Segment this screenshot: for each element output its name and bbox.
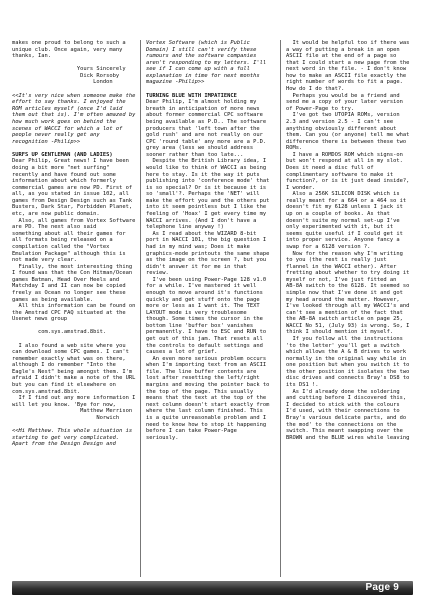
text-line: seems quite useful if I could get it	[286, 230, 403, 237]
text-line: rumours and the software companies	[146, 53, 257, 60]
text-line: AB-8A switch to the 6128. It seemed so	[286, 283, 410, 290]
text-line: file. The line buffer contents are	[146, 368, 257, 375]
text-line: It would be helpful too if there was	[286, 40, 410, 46]
text-line: can download some CPC games. I can't	[12, 349, 129, 356]
text-line: simple now that I've done it and got	[286, 289, 403, 296]
text-line: the controls to default settings and	[146, 342, 263, 349]
text-line: WACCI No 51, (July 93) is wrong. So, I	[286, 322, 410, 329]
text-line: my head around the matter. However,	[286, 296, 400, 303]
text-line: 2.3 and version 2.5 - I can't see	[286, 118, 394, 125]
text-line: how to make an ASCII file exactly the	[286, 72, 407, 79]
text-line: normally in the original way while in	[286, 355, 407, 362]
text-line: are PD. The next also said	[12, 224, 97, 231]
text-line: them out that is). I'm often amazed by	[12, 112, 136, 119]
text-line: bottom line 'buffer box' vanishes	[146, 322, 254, 329]
text-line: If you follow all the instructions	[286, 336, 403, 343]
text-line: something about all their games for	[12, 230, 126, 237]
text-line: All this information can be found on	[12, 303, 136, 310]
text-line: fretting about whether to try doing it	[286, 270, 410, 277]
text-line: will let you know. 'Bye for now,	[12, 401, 116, 408]
text-line: freely as Ocean no longer see these	[12, 289, 126, 296]
text-line: not made very clear.	[12, 257, 77, 264]
text-line: remember exactly what was on there,	[12, 355, 126, 362]
text-line: Usenet news group	[12, 316, 68, 323]
text-line: If I find out any more information I	[12, 395, 136, 402]
text-line: being available as P.D.. The software	[146, 118, 267, 125]
text-line: function?, or is it just dead inside?,	[286, 178, 410, 185]
text-line: the top of the page. This usually	[146, 388, 254, 395]
text-line: Domain) I still can't verify these	[146, 46, 257, 53]
text-line: is so special? Or is it because it is	[146, 184, 267, 191]
text-line: Matchday I and II can now be copied	[12, 283, 126, 290]
text-line: games from Design Design such as Tank	[12, 197, 133, 204]
text-line	[12, 422, 134, 429]
text-line: CPC 'round table' any more are a P.D.	[146, 138, 267, 145]
text-line: London	[12, 79, 113, 86]
text-line: recognition -Philip>>	[12, 138, 81, 145]
text-line: Despite the British Library idea, I	[146, 158, 267, 165]
text-line: I have a ROMDOS ROM which signs-on	[286, 151, 403, 158]
text-line: into proper service. Anyone fancy a	[286, 237, 400, 244]
text-line: a way of putting a break in an open	[286, 46, 400, 53]
text-line: anything obviously different about	[286, 125, 397, 132]
text-line: one position but when you switch it to	[286, 362, 410, 369]
text-line: see if I can come up with a full	[146, 66, 250, 73]
text-line: port in WACCI 101, the big question I	[146, 237, 267, 244]
text-line: Dick Rorsoby	[12, 72, 120, 79]
text-line: permanently. I have to ESC and RUN to	[146, 329, 267, 336]
text-line: lost after resetting the left/right	[146, 375, 260, 382]
text-line: 'to the letter' you'll get a switch	[286, 342, 400, 349]
text-line	[12, 323, 134, 330]
text-line	[12, 336, 134, 343]
text-line: As I'd already done the soldering	[286, 388, 400, 395]
text-line: Matthew Merrison	[12, 408, 133, 415]
text-line: about former commercial CPC software	[146, 112, 263, 119]
text-line: I also found a web site where you	[12, 342, 126, 349]
text-line: all, as you stated in issue 102, all	[12, 191, 129, 198]
text-line: Finally, the most interesting thing	[12, 263, 133, 270]
text-line: telephone line anyway !)	[146, 224, 224, 231]
text-line: Perhaps you would be a friend and	[286, 92, 400, 99]
text-line	[12, 145, 134, 152]
text-line: magazine -Philip>>	[146, 79, 205, 86]
page-footer	[0, 577, 425, 600]
text-line: makes one proud to belong to such a	[12, 40, 126, 46]
text-line: Vortex Software (which is Public	[146, 40, 250, 46]
text-line: games Batman, Head Over Heels and	[12, 276, 120, 283]
text-line: aren't responding to my letters. I'll	[146, 59, 267, 66]
text-line: didn't answer it for me in that	[146, 263, 247, 270]
text-line: com.sys.amstrad.8bit.	[12, 388, 81, 395]
text-line: doesn't suite my normal set-up I've	[286, 217, 400, 224]
text-line: more or less as I want it. The TEXT	[146, 303, 260, 310]
text-line: enough to move around it's functions	[146, 289, 263, 296]
text-line: but you can find it elsewhere on	[12, 382, 116, 389]
text-line: doing a bit more "net surfing"	[12, 164, 110, 171]
text-line: that I could start a new page from the	[286, 59, 410, 66]
text-line: breath in anticipation of more news	[146, 105, 260, 112]
text-line: really meant for a 664 or a 464 so it	[286, 197, 407, 204]
page-number: Page 9	[365, 582, 399, 593]
text-line: Does it need a disc full of	[286, 164, 374, 171]
text-line: flannel in the WACCI ether). After	[286, 263, 397, 270]
text-line: though. Some times the cursor in the	[146, 316, 263, 323]
text-line: graphics-mode printouts the same shape	[146, 250, 270, 257]
text-line: when I'm importing text from an ASCII	[146, 362, 267, 369]
text-line: gold rush' and are not really on our	[146, 132, 263, 139]
text-line: publishing into 'conference mode' that	[146, 178, 270, 185]
column-divider	[280, 40, 281, 578]
text-line: people never really get any	[12, 132, 100, 139]
text-line: How do I do that?.	[286, 86, 345, 93]
text-line: difference there is between these two	[286, 138, 407, 145]
text-line: Busters, Dark Star, Forbidden Planet,	[12, 204, 133, 211]
text-line: complimentary software to make it	[286, 171, 394, 178]
text-line: all formats being released on a	[12, 237, 113, 244]
text-line: means that the text at the top of the	[146, 395, 267, 402]
text-line: the other position it isolates the two	[286, 368, 410, 375]
text-line: for a while. I've mastered it well	[146, 283, 257, 290]
text-line: recently and have found out some	[12, 171, 116, 178]
text-line: TURNING BLUE WITH IMPATIENCE	[146, 92, 237, 99]
text-line: Also, all games from Vortex Software	[12, 217, 136, 224]
text-line: I decided to stick with the colours	[286, 401, 400, 408]
footer-bar	[12, 581, 413, 595]
text-line: doesn't fit my 6128 unless I jack it	[286, 204, 403, 211]
text-line: swap for a 6128 version ?.	[286, 243, 371, 250]
text-line: ROMs.	[286, 145, 303, 152]
text-line: Dear Philip, Great news! I have been	[12, 158, 129, 165]
text-line: grey area (less we should address	[146, 145, 254, 152]
text-line	[12, 86, 134, 93]
text-line: although I do remember "Into the	[12, 362, 116, 369]
text-line: review.	[146, 270, 169, 277]
text-line: the Amstrad CPC FAQ situated at the	[12, 309, 126, 316]
text-line: how much work goes on behind the	[12, 118, 116, 125]
text-line: of Power-Page to try.	[286, 105, 355, 112]
text-line: its DS1 !.	[286, 382, 319, 389]
text-line: <<It's very nice when someone make the	[12, 92, 136, 99]
text-line: Dear Philip, I'm almost holding my	[146, 99, 257, 106]
text-line: up on a couple of books. As that	[286, 211, 390, 218]
column-divider	[140, 40, 141, 578]
text-line: thanks, Ian.	[12, 53, 51, 60]
text-line: effort to say thanks. I enjoyed the	[12, 99, 126, 106]
text-line: Norwich	[12, 414, 120, 421]
text-line: switch. This meant swapping over the	[286, 428, 403, 435]
text-line: etc, are now public domain.	[12, 211, 100, 218]
text-line: so 'small'?. Perhaps the 'NET' will	[146, 191, 260, 198]
text-line: I'd used, with their connections to	[286, 408, 400, 415]
text-line: information about which formerly	[12, 178, 116, 185]
text-line: only experimented with it, but it	[286, 224, 394, 231]
text-line: causes a lot of grief.	[146, 349, 218, 356]
text-line: I've got two UTOPIA ROMs, version	[286, 112, 400, 119]
text-line: games as being available.	[12, 296, 94, 303]
text-line: the mod' to the connections on the	[286, 421, 397, 428]
text-line: afraid I didn't make a note of the URL	[12, 375, 136, 382]
text-line: Now for the reason why I'm writing	[286, 250, 403, 257]
text-line: quickly and get stuff onto the page	[146, 296, 260, 303]
text-line: to you (the rest is really just	[286, 257, 387, 264]
text-line: I wonder.	[286, 184, 316, 191]
text-column-1	[12, 40, 134, 448]
text-line: would like to think of WACCI as being	[146, 164, 267, 171]
text-line: producers that 'left town after the	[146, 125, 260, 132]
text-line	[12, 60, 134, 67]
text-line: before I can take Power-Page	[146, 428, 237, 435]
text-line: here to stay. Is it the way it puts	[146, 171, 260, 178]
text-line: <<Hi Matthew. This whole situation is	[12, 428, 133, 435]
text-line: scenes of WACCI for which a lot of	[12, 125, 123, 132]
text-line: feeling of 'Hoax' I get every time my	[146, 211, 267, 218]
text-line: need to know how to stop it happening	[146, 421, 267, 428]
text-line: next column doesn't start exactly from	[146, 401, 270, 408]
text-line: Emulation Package" although this is	[12, 250, 126, 257]
text-line: seriously.	[146, 434, 179, 441]
text-line: send me a copy of your later version	[286, 99, 403, 106]
text-line: ASCII file at the end of a page so	[286, 53, 397, 60]
text-line: them. Can you (or anyone) tell me what	[286, 132, 410, 139]
text-line: I've looked through all my WACCI's and	[286, 303, 410, 310]
text-line: Eagle's Nest" being amongst them. I'm	[12, 368, 133, 375]
text-line: I've been using Power-Page 128 v1.0	[146, 276, 267, 283]
text-line: get out of this jam. That resets all	[146, 336, 263, 343]
text-line	[146, 86, 273, 93]
text-line: the AB-8A switch article on page 25,	[286, 316, 403, 323]
text-line: can't see a mention of the fact that	[286, 309, 403, 316]
text-line: explanation in time for next months	[146, 72, 260, 79]
text-line: BROWN and the BLUE wires while leaving	[286, 434, 410, 441]
text-line: ROM articles myself (once I'd laid	[12, 105, 123, 112]
text-line: sooner rather than too late...	[146, 151, 244, 158]
text-column-2	[146, 40, 273, 441]
text-line: which allows the A & B drives to work	[286, 349, 407, 356]
text-line: Yours Sincerely	[12, 66, 126, 73]
text-line: SURFS UP GENTLEMAN (AND LADIES)	[12, 151, 113, 158]
text-line: WACCI arrives. (And I don't have a	[146, 217, 257, 224]
text-line: make the effort you and the others put	[146, 197, 270, 204]
text-line: unique club. Once again, very many	[12, 46, 123, 53]
text-line: as the image on the screen ?, but you	[146, 257, 267, 264]
text-line: com.sys.amstrad.8bit.	[12, 329, 107, 336]
text-line: but won't respond at all in my slot.	[286, 158, 403, 165]
text-line: starting to get very complicated.	[12, 434, 120, 441]
text-line: where the last column finished. This	[146, 408, 263, 415]
text-line: compilation called the "Vortex	[12, 243, 110, 250]
text-line: Bray's various delicate parts, and do	[286, 414, 407, 421]
text-line: LAYOUT mode is very troublesome	[146, 309, 247, 316]
text-line: myself or not, I've just fitted an	[286, 276, 397, 283]
text-line: think I should mention it myself.	[286, 329, 394, 336]
text-line: is a quite unreasonable problem and I	[146, 414, 267, 421]
text-line: commercial games are now PD. First of	[12, 184, 133, 191]
text-line: Apart from the Design Design and	[12, 441, 116, 448]
text-line: and cutting before I discovered this,	[286, 395, 407, 402]
text-line: next word in the file. - I don't know	[286, 66, 407, 73]
text-line: right number of words to fit a page.	[286, 79, 403, 86]
text-line: Also a 256K SILICON DISK which is	[286, 191, 400, 198]
text-column-3	[286, 40, 414, 441]
text-line: into it seem pointless but I like the	[146, 204, 267, 211]
text-line: I found was that the Con Hitman/Ocean	[12, 270, 133, 277]
text-line: disc drives and connects Bray's DS8 to	[286, 375, 410, 382]
text-line: An even more serious problem occurs	[146, 355, 267, 362]
text-line: margins and moving the pointer back to	[146, 382, 270, 389]
text-line: As I read about the WIZARD 8-bit	[146, 230, 257, 237]
text-line: had in my mind was; Does it make	[146, 243, 250, 250]
